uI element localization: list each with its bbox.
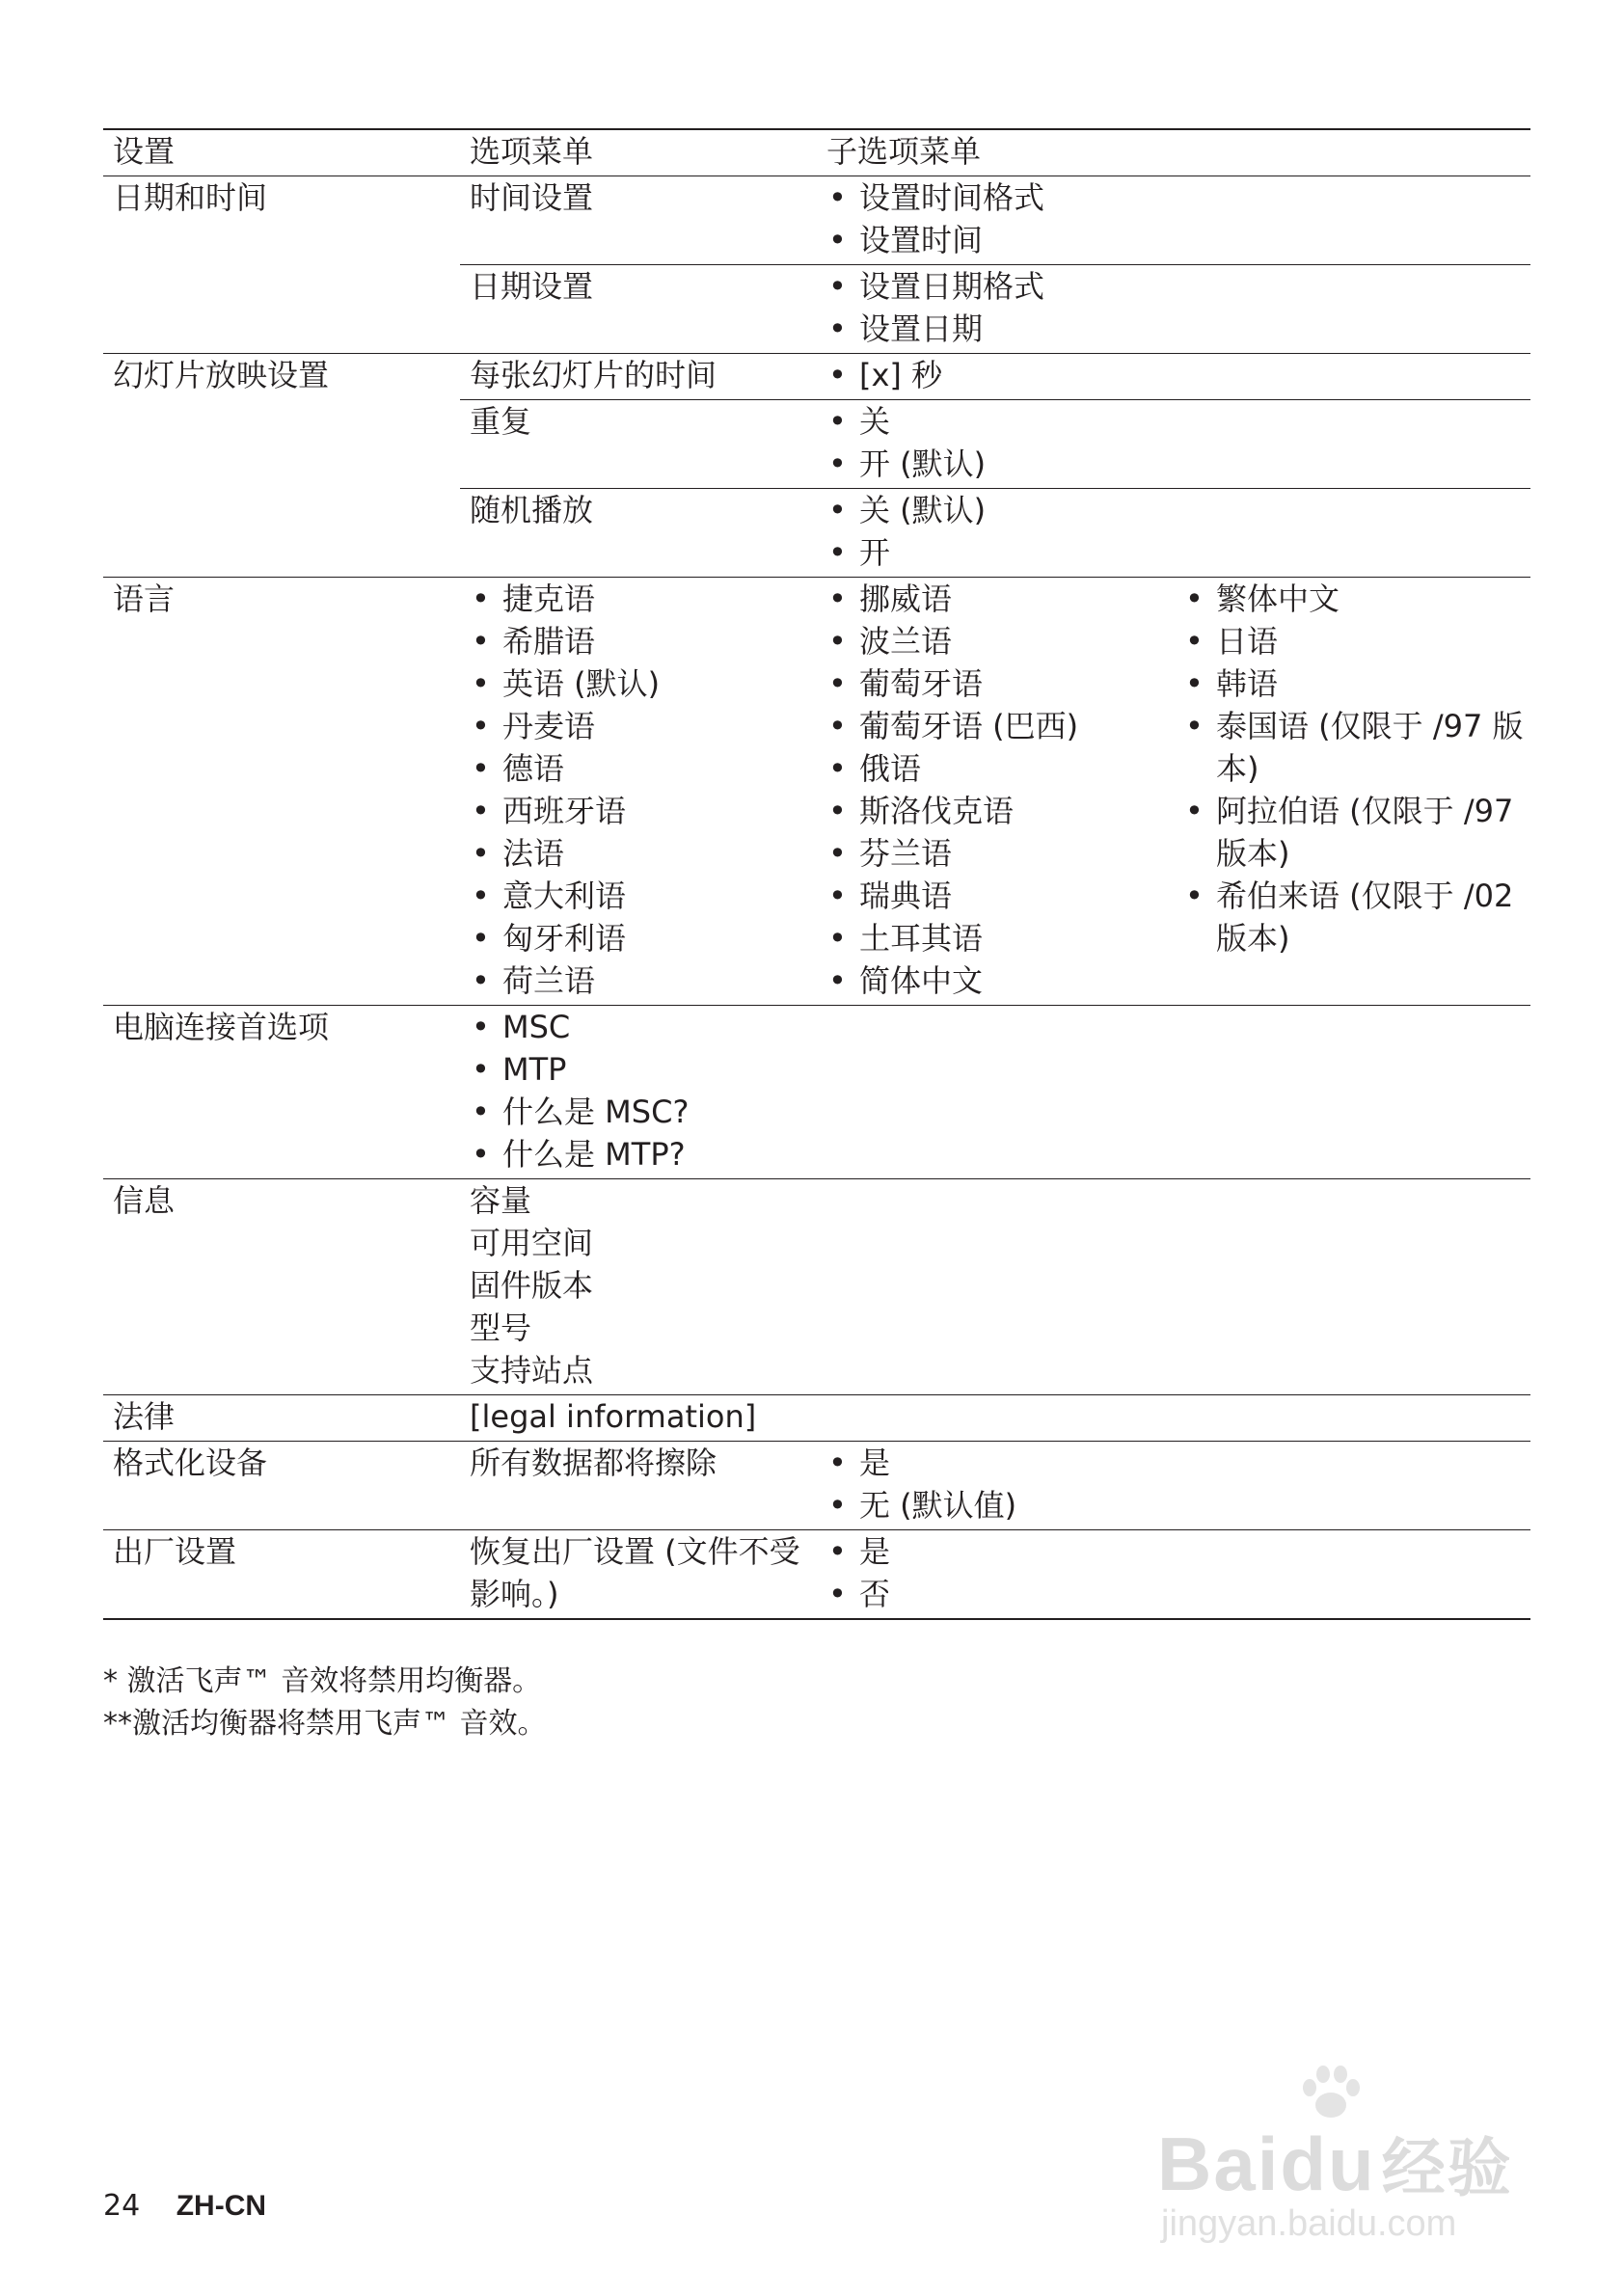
table-row <box>103 176 1530 265</box>
list-item: • 是 <box>826 1530 1530 1573</box>
option-date-setting: 日期设置 <box>470 268 594 305</box>
list-item: • 希腊语 <box>470 620 817 662</box>
list-item: • 斯洛伐克语 <box>826 790 1174 832</box>
info-capacity: 容量 <box>470 1182 532 1219</box>
list-item: • 瑞典语 <box>826 875 1174 917</box>
header-setting: 设置 <box>113 133 176 170</box>
list-item: • 韩语 <box>1183 662 1530 705</box>
sub-option-list <box>826 176 1530 261</box>
list-item: • 希伯来语 (仅限于 /02 版本) <box>1183 875 1530 959</box>
footnote-2: **激活均衡器将禁用飞声™ 音效。 <box>103 1707 547 1741</box>
table-row <box>103 1006 1530 1179</box>
table-row <box>103 1442 1530 1530</box>
table-row <box>103 1179 1530 1395</box>
table-header-row <box>103 129 1530 176</box>
setting-slideshow: 幻灯片放映设置 <box>113 357 330 393</box>
info-support-site: 支持站点 <box>470 1352 594 1389</box>
language-code: ZH-CN <box>176 2190 267 2222</box>
table-row <box>103 1395 1530 1442</box>
info-model: 型号 <box>470 1310 532 1346</box>
info-free-space: 可用空间 <box>470 1225 594 1261</box>
list-item: • 捷克语 <box>470 578 817 620</box>
list-item: • 什么是 MSC? <box>470 1091 1530 1133</box>
list-item: • 荷兰语 <box>470 959 817 1002</box>
setting-factory-reset: 出厂设置 <box>113 1533 237 1570</box>
list-item: • 开 (默认) <box>826 443 1530 485</box>
sub-option-list <box>826 1442 1530 1526</box>
option-erase-all: 所有数据都将擦除 <box>470 1445 717 1481</box>
setting-legal: 法律 <box>113 1398 176 1435</box>
list-item: • 泰国语 (仅限于 /97 版本) <box>1183 705 1530 790</box>
info-firmware: 固件版本 <box>470 1267 594 1304</box>
list-item: • 日语 <box>1183 620 1530 662</box>
list-item: • 无 (默认值) <box>826 1484 1530 1526</box>
watermark-url: jingyan.baidu.com <box>1161 2203 1457 2244</box>
list-item: • 设置时间 <box>826 219 1530 261</box>
list-item: • 什么是 MTP? <box>470 1133 1530 1175</box>
setting-language: 语言 <box>113 581 176 617</box>
header-sub-option-menu: 子选项菜单 <box>826 133 982 170</box>
list-item: • 关 (默认) <box>826 489 1530 531</box>
option-legal-info: [legal information] <box>470 1398 757 1435</box>
list-item: • 繁体中文 <box>1183 578 1530 620</box>
settings-table <box>103 128 1530 1620</box>
language-list-2 <box>826 578 1174 1002</box>
list-item: • 匈牙利语 <box>470 917 817 959</box>
list-item: • 俄语 <box>826 747 1174 790</box>
language-list-1 <box>470 578 817 1002</box>
list-item: • 简体中文 <box>826 959 1174 1002</box>
list-item: • 土耳其语 <box>826 917 1174 959</box>
setting-info: 信息 <box>113 1182 176 1219</box>
list-item: • 葡萄牙语 <box>826 662 1174 705</box>
list-item: • MSC <box>470 1006 1530 1048</box>
list-item: • MTP <box>470 1048 1530 1091</box>
setting-date-time: 日期和时间 <box>113 179 268 216</box>
list-item: • 是 <box>826 1442 1530 1484</box>
list-item: • 设置时间格式 <box>826 176 1530 219</box>
sub-option-list <box>826 400 1530 485</box>
list-item: • 葡萄牙语 (巴西) <box>826 705 1174 747</box>
footnotes <box>103 1661 547 1745</box>
list-item: • 关 <box>826 400 1530 443</box>
setting-pc-connection: 电脑连接首选项 <box>113 1009 330 1045</box>
list-item: • 英语 (默认) <box>470 662 817 705</box>
page-footer <box>103 2189 266 2223</box>
option-slide-duration: 每张幻灯片的时间 <box>470 357 717 393</box>
list-item: • 设置日期 <box>826 308 1530 350</box>
sub-option-list <box>826 1530 1530 1615</box>
list-item: • 法语 <box>470 832 817 875</box>
watermark-logo: Baidu经验 <box>1157 2121 1513 2206</box>
table-row <box>103 354 1530 400</box>
list-item: • [x] 秒 <box>826 354 1530 396</box>
sub-option-list <box>826 354 1530 396</box>
list-item: • 否 <box>826 1573 1530 1615</box>
option-time-setting: 时间设置 <box>470 179 594 216</box>
list-item: • 德语 <box>470 747 817 790</box>
list-item: • 波兰语 <box>826 620 1174 662</box>
baidu-watermark <box>1148 2059 1533 2252</box>
language-list-3 <box>1183 578 1530 959</box>
list-item: • 丹麦语 <box>470 705 817 747</box>
setting-format-device: 格式化设备 <box>113 1445 268 1481</box>
page-number: 24 <box>103 2189 141 2223</box>
list-item: • 西班牙语 <box>470 790 817 832</box>
option-repeat: 重复 <box>470 403 532 440</box>
option-restore-factory: 恢复出厂设置 (文件不受影响。) <box>470 1533 800 1612</box>
sub-option-list <box>826 265 1530 350</box>
pc-connection-list <box>470 1006 1530 1175</box>
list-item: • 挪威语 <box>826 578 1174 620</box>
list-item: • 阿拉伯语 (仅限于 /97 版本) <box>1183 790 1530 875</box>
option-shuffle: 随机播放 <box>470 492 594 528</box>
table-row <box>103 1530 1530 1620</box>
header-option-menu: 选项菜单 <box>470 133 594 170</box>
sub-option-list <box>826 489 1530 574</box>
list-item: • 芬兰语 <box>826 832 1174 875</box>
footnote-1: * 激活飞声™ 音效将禁用均衡器。 <box>103 1664 542 1698</box>
list-item: • 开 <box>826 531 1530 574</box>
list-item: • 设置日期格式 <box>826 265 1530 308</box>
table-row <box>103 578 1530 1006</box>
list-item: • 意大利语 <box>470 875 817 917</box>
